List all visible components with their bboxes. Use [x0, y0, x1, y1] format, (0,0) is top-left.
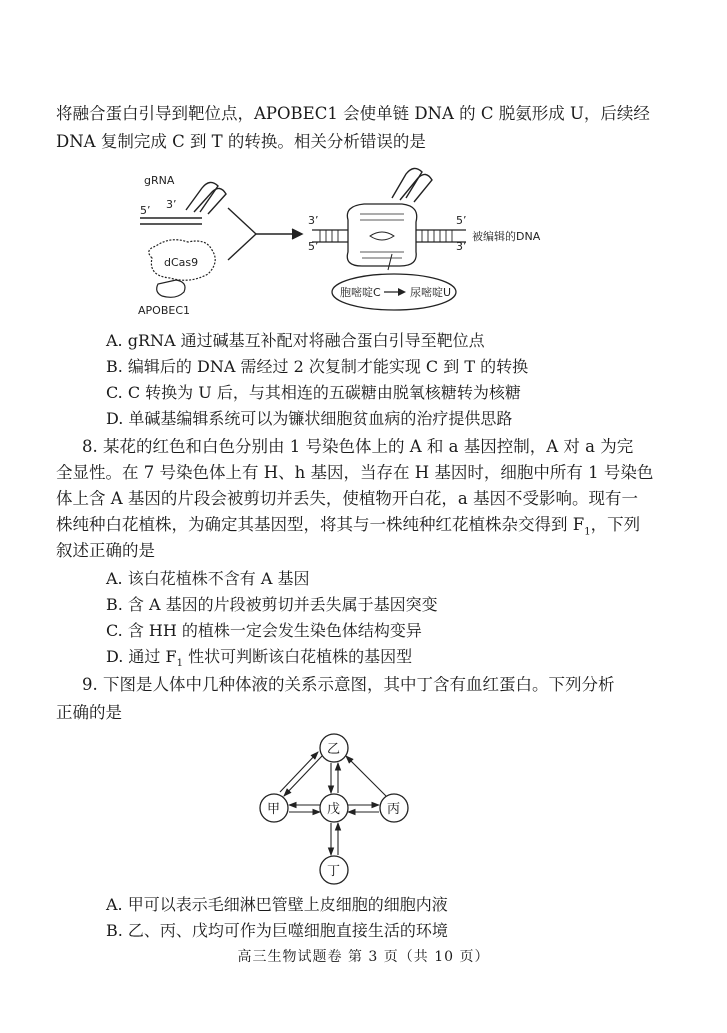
q8-option-a: A. 该白花植株不含有 A 基因: [106, 569, 310, 588]
q8-option-c: C. 含 HH 的植株一定会发生染色体结构变异: [106, 621, 422, 640]
svg-text:丙: 丙: [387, 802, 401, 817]
apobec1-protein-icon: [157, 280, 185, 297]
three-prime-label-right: 3’: [456, 240, 467, 253]
q7-option-c: C. C 转换为 U 后，与其相连的五碳糖由脱氧核糖转为核糖: [106, 383, 521, 402]
q7-option-b: B. 编辑后的 DNA 需经过 2 次复制才能实现 C 到 T 的转换: [106, 357, 529, 376]
apobec1-label: APOBEC1: [138, 304, 190, 317]
base-editing-figure: [130, 158, 550, 318]
q9-line-2: 正确的是: [56, 703, 122, 722]
dcas9-label: dCas9: [164, 256, 199, 269]
intro-line-1: 将融合蛋白引导到靶位点，APOBEC1 会使单链 DNA 的 C 脱氨形成 U，后续经: [56, 104, 650, 123]
five-prime-label-right: 5’: [456, 214, 467, 227]
q7-option-d: D. 单碱基编辑系统可以为镰状细胞贫血病的治疗提供思路: [106, 409, 513, 428]
page-footer: 高三生物试题卷 第 3 页（共 10 页）: [237, 949, 490, 965]
svg-text:戊: 戊: [327, 802, 341, 817]
q8-line-4: 株纯种白花植株，为确定其基因型，将其与一株纯种红花植株杂交得到 $F_1$，下列: [56, 515, 641, 538]
cytosine-label: 胞嘧啶C: [340, 286, 381, 299]
q8-line-5: 叙述正确的是: [56, 541, 155, 560]
q8-line-1: 8. 某花的红色和白色分别由 1 号染色体上的 A 和 a 基因控制，A 对 a 为完: [82, 437, 634, 456]
grna-label: gRNA: [144, 174, 175, 187]
five-prime-label-left: 5’: [140, 204, 151, 217]
edited-dna-label: 被编辑的DNA: [472, 230, 541, 243]
intro-line-2: DNA 复制完成 C 到 T 的转换。相关分析错误的是: [56, 132, 426, 151]
q8-option-b: B. 含 A 基因的片段被剪切并丢失属于基因突变: [106, 595, 438, 614]
grna-hairpin-icon-right: [392, 168, 432, 202]
q9-line-1: 9. 下图是人体中几种体液的关系示意图，其中丁含有血红蛋白。下列分析: [82, 675, 615, 694]
body-fluid-diagram: [252, 732, 422, 890]
q8-option-d: D. 通过 $F_1$ 性状可判断该白花植株的基因型: [106, 647, 413, 670]
q7-option-a: A. gRNA 通过碱基互补配对将融合蛋白引导至靶位点: [106, 331, 485, 350]
svg-text:丁: 丁: [327, 864, 341, 879]
merge-arrow-icon: [228, 208, 302, 260]
q9-option-b: B. 乙、丙、戊均可作为巨噬细胞直接生活的环境: [106, 921, 448, 940]
three-prime-label-top: 3’: [308, 214, 319, 227]
five-prime-label-bottom: 5’: [308, 240, 319, 253]
uracil-label: 尿嘧啶U: [410, 286, 452, 299]
q9-option-a: A. 甲可以表示毛细淋巴管壁上皮细胞的细胞内液: [106, 895, 448, 914]
svg-text:甲: 甲: [267, 802, 281, 817]
three-prime-label-left: 3’: [166, 198, 177, 211]
q8-line-2: 全显性。在 7 号染色体上有 H、h 基因，当存在 H 基因时，细胞中所有 1 号染色: [56, 463, 654, 482]
grna-hairpin-icon: [186, 182, 226, 214]
svg-text:乙: 乙: [327, 742, 341, 757]
q8-line-3: 体上含 A 基因的片段会被剪切并丢失，使植物开白花，a 基因不受影响。现有一: [56, 489, 638, 508]
